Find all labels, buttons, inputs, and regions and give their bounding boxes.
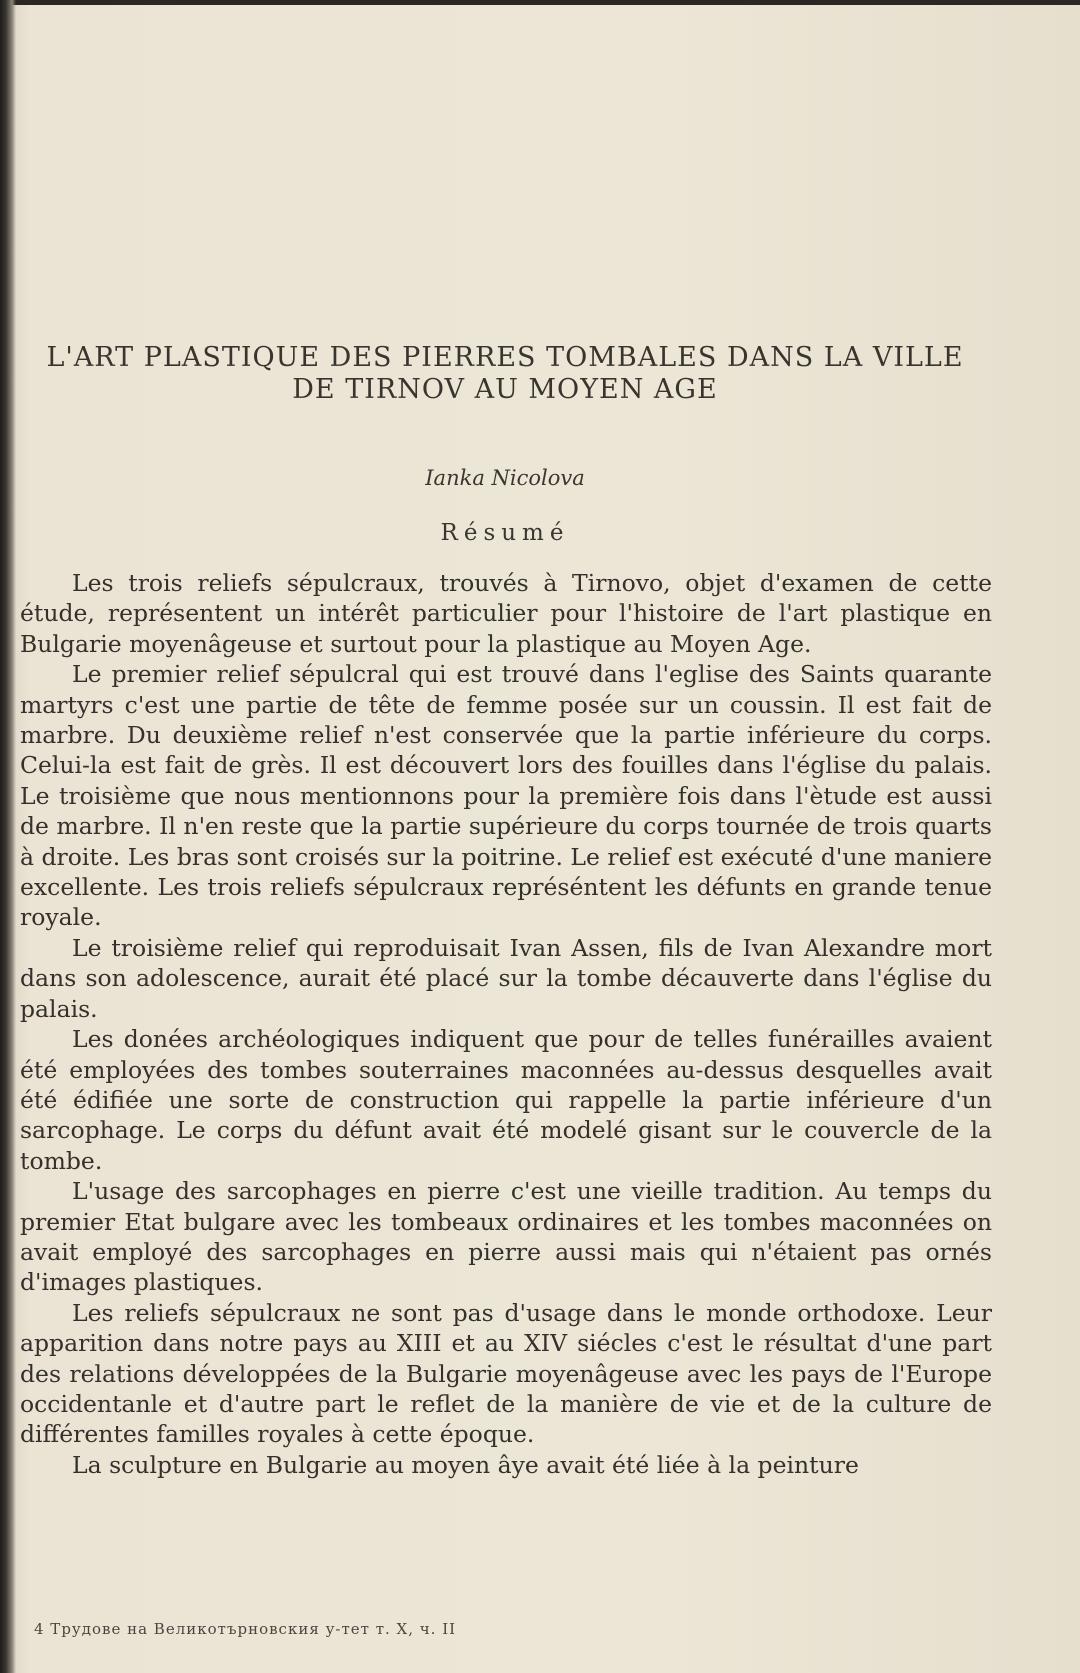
top-edge-rule (0, 0, 1080, 5)
article-title-line-1: L'ART PLASTIQUE DES PIERRES TOMBALES DANS LA VILLE (46, 342, 964, 373)
paragraph: La sculpture en Bulgarie au moyen âye avait été liée à la peinture (72, 1450, 859, 1479)
resume-heading: Résumé (440, 520, 570, 546)
paragraph: Les donées archéologiques indiquent que pour de telles funérailles avaient été employées des tombes souterraines maconnées au-dessus desquelles avait été édifiée une sorte de construction qui rappelle la partie inférieure d'un sarcophage. Le corps du défunt avait été modelé gisant sur le couvercle de la tombe. (20, 1025, 992, 1175)
resume-body (20, 568, 992, 1480)
article-title-line-2: DE TIRNOV AU MOYEN AGE (292, 374, 718, 405)
paragraph: Le premier relief sépulcral qui est trouvé dans l'eglise des Saints quarante martyrs c'est une partie de tête de femme posée sur un coussin. Il est fait de marbre. Du deuxième relief n'est conservée que la partie inférieure du corps. Celui-la est fait de grès. Il est découvert lors des fouilles dans l'église du palais. Le troisième que nous mentionnons pour la première fois dans l'ètude est aussi de marbre. Il n'en reste que la partie supérieure du corps tournée de trois quarts à droite. Les bras sont croisés sur la poitrine. Le relief est exécuté d'une maniere excellente. Les trois reliefs sépulcraux représéntent les défunts en grande tenue royale. (20, 660, 992, 932)
author-name: Ianka Nicolova (425, 466, 585, 490)
paragraph: L'usage des sarcophages en pierre c'est une vieille tradition. Au temps du premier Etat bulgare avec les tombeaux ordinaires et les tombes maconnées on avait employé des sarcophages en pierre aussi mais qui n'étaient pas ornés d'images plastiques. (20, 1177, 992, 1297)
binding-edge (0, 0, 16, 1673)
page-footer: 4 Трудове на Великотърновския у-тет т. X, ч. II (34, 1620, 457, 1638)
paragraph: Les trois reliefs sépulcraux, trouvés à Tirnovo, objet d'examen de cette étude, représentent un intérêt particulier pour l'histoire de l'art plastique en Bulgarie moyenâgeuse et surtout pour la plastique au Moyen Age. (20, 569, 992, 658)
paragraph: Les reliefs sépulcraux ne sont pas d'usage dans le monde orthodoxe. Leur apparition dans notre pays au XIII et au XIV siécles c'est le résultat d'une part des relations développées de la Bulgarie moyenâgeuse avec les pays de l'Europe occidentanle et d'autre part le reflet de la manière de vie et de la culture de différentes familles royales à cette époque. (20, 1298, 992, 1449)
paragraph: Le troisième relief qui reproduisait Ivan Assen, fils de Ivan Alexandre mort dans son adolescence, aurait été placé sur la tombe décauverte dans l'église du palais. (20, 933, 992, 1023)
article-title (0, 342, 1010, 406)
